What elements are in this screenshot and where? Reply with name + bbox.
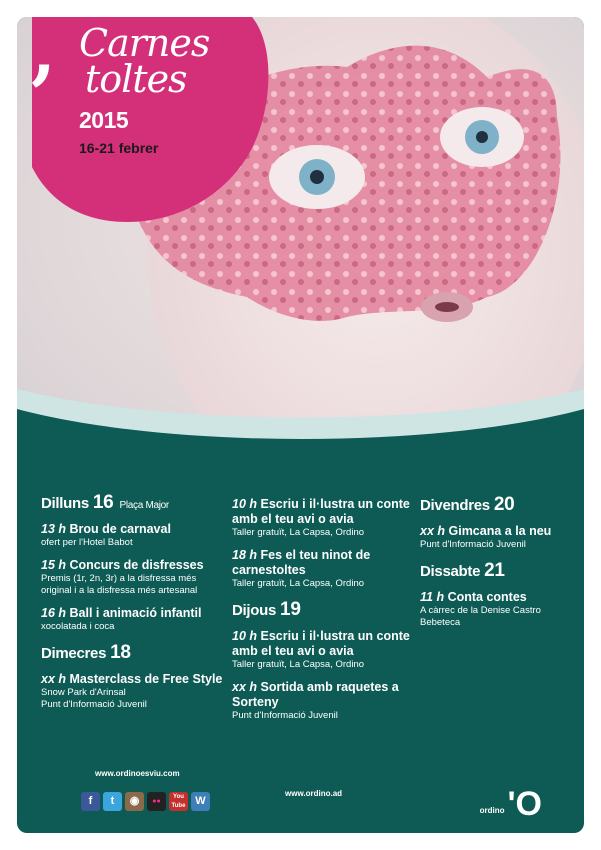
event-hour: 11 h xyxy=(420,590,445,604)
event-hour: xx h xyxy=(232,680,258,694)
event-title xyxy=(41,558,226,573)
logo-mark: 'O xyxy=(507,785,542,823)
day-number: 20 xyxy=(493,494,515,515)
event-title xyxy=(420,590,580,605)
day-number: 16 xyxy=(92,492,114,513)
youtube-icon[interactable]: You Tube xyxy=(169,792,188,811)
event-desc: Taller gratuït, La Capsa, Ordino xyxy=(232,659,365,670)
event-brou xyxy=(41,522,226,549)
event-hour: xx h xyxy=(420,524,446,538)
event-name: Ball i animació infantil xyxy=(69,606,202,620)
day-heading-dissabte xyxy=(420,560,580,582)
event-name: Gimcana a la neu xyxy=(448,524,552,538)
day-name: Dilluns xyxy=(41,495,89,512)
event-name: Brou de carnaval xyxy=(69,522,171,536)
year: 2015 xyxy=(79,107,129,133)
event-desc: Taller gratuït, La Capsa, Ordino xyxy=(232,527,365,538)
flickr-icon[interactable]: ●● xyxy=(147,792,166,811)
day-number: 18 xyxy=(110,642,131,663)
event-desc: Punt d'Informació Juvenil xyxy=(41,699,147,710)
day-name: Dijous xyxy=(232,602,277,619)
event-raquetes xyxy=(232,680,412,722)
event-desc: Punt d'Informació Juvenil xyxy=(420,539,526,550)
logo-text: ordino xyxy=(479,806,505,815)
event-hour: 13 h xyxy=(41,522,67,536)
column-2 xyxy=(232,497,412,731)
day-place: Plaça Major xyxy=(119,500,169,511)
event-ball xyxy=(41,606,226,633)
event-name: Fes el teu ninot de carnestoltes xyxy=(232,548,371,577)
event-hour: 15 h xyxy=(41,558,67,572)
event-desc: Premis (1r, 2n, 3r) a la disfressa més original i a la disfressa més artesanal xyxy=(41,573,198,596)
column-1 xyxy=(41,492,226,720)
event-title xyxy=(232,548,412,578)
day-number: 21 xyxy=(484,560,505,581)
event-title xyxy=(41,672,226,687)
day-heading-dijous xyxy=(232,599,412,621)
event-hour: 10 h xyxy=(232,497,258,511)
event-name: Concurs de disfresses xyxy=(69,558,204,572)
event-title xyxy=(232,629,412,659)
column-3 xyxy=(420,494,580,638)
event-desc: Taller gratuït, La Capsa, Ordino xyxy=(232,578,365,589)
footer-url-ordinoesviu[interactable]: www.ordinoesviu.com xyxy=(95,769,180,778)
event-gimcana xyxy=(420,524,580,551)
quote-mark-decoration: , xyxy=(31,17,57,93)
poster xyxy=(17,17,584,833)
event-concurs xyxy=(41,558,226,597)
event-hour: 16 h xyxy=(41,606,67,620)
title-line-1: Carnes xyxy=(79,21,210,65)
event-desc: Punt d'Informació Juvenil xyxy=(232,710,338,721)
event-name: Conta contes xyxy=(447,590,527,604)
event-desc: A càrrec de la Denise Castro xyxy=(420,605,541,616)
event-title xyxy=(232,680,412,710)
day-name: Dimecres xyxy=(41,645,107,662)
day-name: Divendres xyxy=(420,497,490,514)
event-name: Escriu i il·lustra un conte amb el teu avi o avia xyxy=(232,629,410,658)
event-conta-contes xyxy=(420,590,580,629)
event-desc: xocolatada i coca xyxy=(41,621,115,632)
instagram-icon[interactable]: ◉ xyxy=(125,792,144,811)
event-masterclass xyxy=(41,672,226,711)
carnival-mask-photo xyxy=(17,17,584,457)
title-block xyxy=(79,21,210,156)
event-desc: ofert per l'Hotel Babot xyxy=(41,537,133,548)
event-title xyxy=(232,497,412,527)
footer-url-ordino[interactable]: www.ordino.ad xyxy=(285,789,343,798)
twitter-icon[interactable]: t xyxy=(103,792,122,811)
event-hour: xx h xyxy=(41,672,67,686)
event-title xyxy=(41,522,226,537)
wordpress-icon[interactable]: W xyxy=(191,792,210,811)
dates: 16-21 febrer xyxy=(79,140,159,156)
facebook-icon[interactable]: f xyxy=(81,792,100,811)
event-hour: 18 h xyxy=(232,548,258,562)
event-desc: Bebeteca xyxy=(420,617,461,628)
event-name: Escriu i il·lustra un conte amb el teu avi o avia xyxy=(232,497,410,526)
event-title xyxy=(420,524,580,539)
day-heading-dimecres xyxy=(41,642,226,664)
social-icons xyxy=(81,792,210,811)
event-name: Sortida amb raquetes a Sorteny xyxy=(232,680,399,709)
day-heading-dilluns xyxy=(41,492,226,514)
event-desc: Snow Park d'Arinsal xyxy=(41,687,126,698)
day-heading-divendres xyxy=(420,494,580,516)
ordino-logo xyxy=(479,785,542,823)
event-ninot xyxy=(232,548,412,590)
title-line-2: toltes xyxy=(85,57,187,101)
event-escriu-1 xyxy=(232,497,412,539)
event-name: Masterclass de Free Style xyxy=(69,672,223,686)
event-escriu-2 xyxy=(232,629,412,671)
event-title xyxy=(41,606,226,621)
day-number: 19 xyxy=(280,599,301,620)
event-hour: 10 h xyxy=(232,629,258,643)
day-name: Dissabte xyxy=(420,563,481,580)
